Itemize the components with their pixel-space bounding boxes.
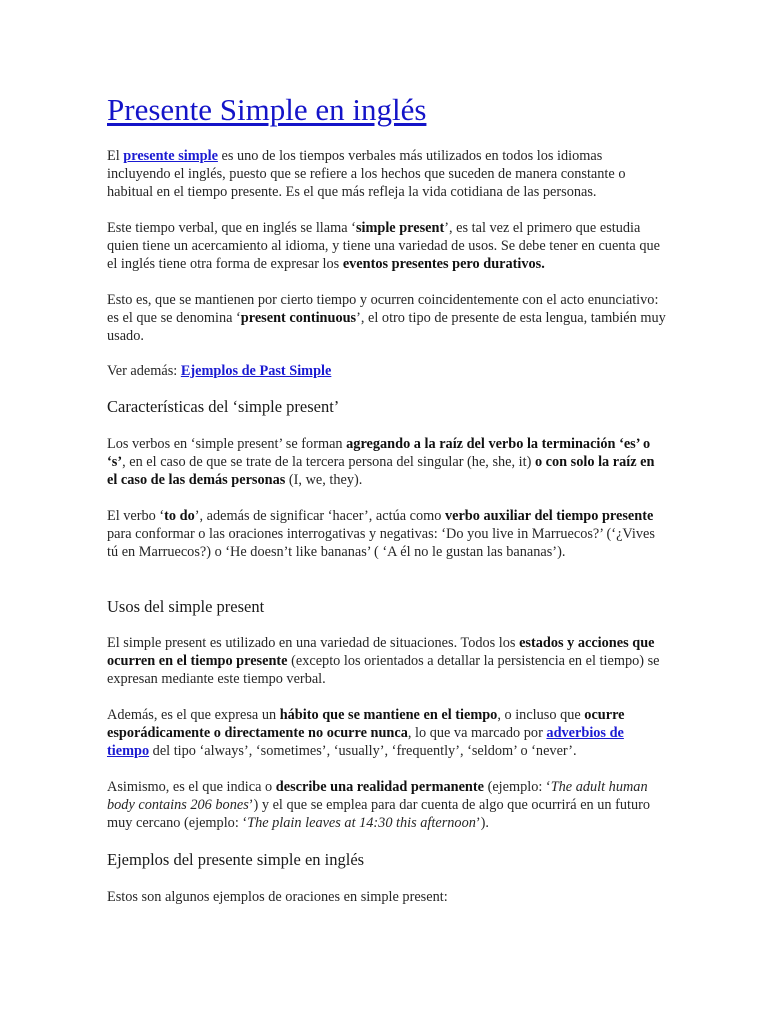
p2-bold-1: simple present	[355, 220, 445, 236]
page-title[interactable]: Presente Simple en inglés	[107, 92, 427, 127]
p8-text-c: , o incluso que	[497, 707, 585, 723]
p8-text-e: del tipo ‘always’, ‘sometimes’, ‘usually’, ‘frequently’, ‘seldom’ o ‘never’.	[149, 743, 577, 759]
p9-text-d: ’) y el que se emplea para dar cuenta de algo que ocurrirá en un futuro muy cercano (ejemplo: ‘	[107, 797, 651, 831]
p9-text-a: Asimismo, es el que indica o	[107, 779, 276, 795]
p8-text-a: Además, es el que expresa un	[107, 707, 280, 723]
intro-text-start: El	[107, 148, 124, 164]
heading-ejemplos: Ejemplos del presente simple en inglés	[107, 850, 365, 869]
paragraph-2	[107, 219, 667, 273]
paragraph-9	[107, 778, 667, 832]
paragraph-3	[107, 291, 667, 345]
p9-bold-1: describe una realidad permanente	[275, 779, 484, 795]
p6-bold-1: to do	[164, 508, 195, 524]
paragraph-10: Estos son algunos ejemplos de oraciones en simple present:	[107, 889, 448, 905]
p2-text-a: Este tiempo verbal, que en inglés se llama ‘	[107, 220, 356, 236]
adverbios-de-tiempo-link[interactable]: adverbios de tiempo	[107, 725, 624, 759]
p5-bold-2: o con solo la raíz en el caso de las demás personas	[107, 454, 655, 488]
p9-text-e: ’).	[475, 815, 489, 831]
p2-bold-2: eventos presentes pero durativos.	[342, 256, 545, 272]
p8-text-d: , lo que va marcado por	[407, 725, 547, 741]
paragraph-8	[107, 706, 667, 760]
p6-bold-2: verbo auxiliar del tiempo presente	[444, 508, 654, 524]
p6-text-a: El verbo ‘	[107, 508, 165, 524]
past-simple-link[interactable]: Ejemplos de Past Simple	[180, 363, 332, 379]
heading-usos: Usos del simple present	[107, 597, 265, 616]
heading-caracteristicas: Características del ‘simple present’	[107, 397, 340, 416]
p8-bold-2: ocurre esporádicamente o directamente no ocurre nunca	[107, 707, 625, 741]
p7-text-a: El simple present es utilizado en una variedad de situaciones. Todos los	[107, 635, 520, 651]
p3-text-c: ’, el otro tipo de presente de esta lengua, también muy usado.	[107, 310, 666, 344]
intro-paragraph	[107, 147, 667, 201]
paragraph-6	[107, 507, 667, 561]
p9-text-c: (ejemplo: ‘	[484, 779, 551, 795]
intro-text-rest: es uno de los tiempos verbales más utilizados en todos los idiomas incluyendo el inglés, puesto que se refiere a los hechos que suceden de manera constante o habitual en el tiempo presente. Es el que más refleja la vida cotidiana de las personas.	[107, 148, 626, 200]
p8-bold-1: hábito que se mantiene en el tiempo	[279, 707, 498, 723]
p7-text-c: (excepto los orientados a detallar la persistencia en el tiempo) se expresan mediante este tiempo verbal.	[107, 653, 660, 687]
p6-text-d: para conformar o las oraciones interrogativas y negativas: ‘Do you live in Marruecos?’ (‘¿Vives tú en Marruecos?) o ‘He doesn’t like bananas’ ( ‘A él no le gustan las bananas’).	[107, 526, 655, 560]
p5-text-d: (I, we, they).	[285, 472, 363, 488]
paragraph-7	[107, 634, 667, 688]
p9-example-2: The plain leaves at 14:30 this afternoon	[247, 815, 476, 831]
p7-bold-1: estados y acciones que ocurren en el tiempo presente	[107, 635, 655, 669]
p5-text-c: , en el caso de que se trate de la tercera persona del singular (he, she, it)	[122, 454, 535, 470]
see-also-paragraph	[107, 362, 667, 380]
presente-simple-link[interactable]: presente simple	[123, 148, 218, 164]
p9-example-1: The adult human body contains 206 bones	[107, 779, 648, 813]
see-also-text: Ver además:	[107, 363, 181, 379]
p3-text-a: Esto es, que se mantienen por cierto tiempo y ocurren coincidentemente con el acto enunciativo: es el que se denomina ‘	[107, 292, 659, 326]
p3-bold-1: present continuous	[240, 310, 357, 326]
p5-bold-1: agregando a la raíz del verbo la terminación ‘es’ o ‘s’	[107, 436, 651, 470]
paragraph-5	[107, 435, 667, 489]
p2-text-c: ’, es tal vez el primero que estudia quien tiene un acercamiento al idioma, y tiene una variedad de usos. Se debe tener en cuenta que el inglés tiene otra forma de expresar los	[107, 220, 660, 272]
p6-text-c: ’, además de significar ‘hacer’, actúa como	[194, 508, 445, 524]
p5-text-a: Los verbos en ‘simple present’ se forman	[107, 436, 347, 452]
